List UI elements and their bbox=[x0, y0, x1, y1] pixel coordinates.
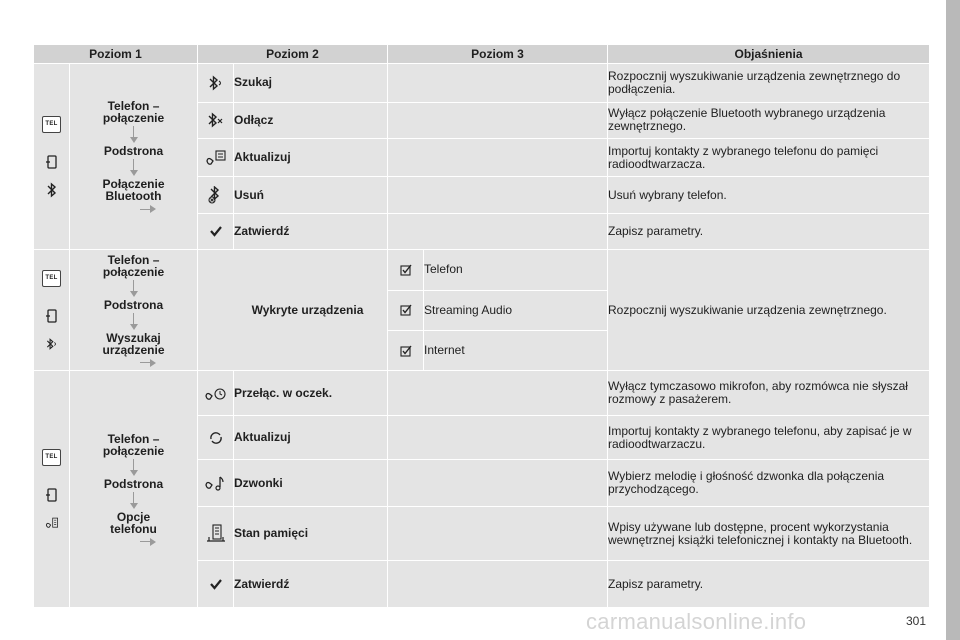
path-step-podstrona: Podstrona bbox=[103, 297, 164, 312]
level2-szukaj: Szukaj bbox=[234, 64, 388, 102]
header-explanations: Objaśnienia bbox=[608, 45, 930, 64]
path-step-podstrona: Podstrona bbox=[103, 144, 164, 159]
group2-level1-icons bbox=[34, 250, 70, 371]
desc-usun: Usuń wybrany telefon. bbox=[608, 177, 930, 213]
table-row bbox=[34, 64, 930, 102]
level2-wykryte: Wykryte urządzenia bbox=[198, 250, 388, 371]
header-level1: Poziom 1 bbox=[34, 45, 198, 64]
path-step-telefon: Telefon – połączenie bbox=[102, 431, 165, 458]
phone-hold-icon bbox=[198, 371, 234, 415]
group1-level1-path bbox=[70, 64, 198, 250]
page-number: 301 bbox=[906, 614, 927, 628]
desc-aktualizuj: Importuj kontakty z wybranego telefonu do pamięci radioodtwarzacza. bbox=[608, 138, 930, 176]
desc-stan-pamieci: Wpisy używane lub dostępne, procent wykorzystania wewnętrznej książki telefonicznej i kontakty na Bluetooth. bbox=[608, 506, 930, 561]
refresh-icon bbox=[198, 415, 234, 459]
tel-icon: TEL bbox=[42, 116, 60, 133]
level2-zatwierdz: Zatwierdź bbox=[234, 213, 388, 249]
level2-zatwierdz-2: Zatwierdź bbox=[234, 561, 388, 608]
level2-przelacz: Przełąc. w oczek. bbox=[234, 371, 388, 415]
header-level3: Poziom 3 bbox=[388, 45, 608, 64]
level2-aktualizuj-2: Aktualizuj bbox=[234, 415, 388, 459]
bluetooth-search-icon bbox=[45, 337, 59, 351]
arrow-down-icon bbox=[130, 470, 138, 476]
arrow-down-icon bbox=[130, 137, 138, 143]
ringtone-icon bbox=[198, 460, 234, 506]
phone-page-icon bbox=[45, 155, 59, 169]
path-step-bluetooth: Połączenie Bluetooth bbox=[102, 177, 165, 204]
watermark-text: carmanualsonline.info bbox=[586, 609, 807, 634]
arrow-right-icon bbox=[140, 205, 156, 213]
level2-odlacz: Odłącz bbox=[234, 102, 388, 138]
arrow-down-icon bbox=[130, 503, 138, 509]
phone-options-icon bbox=[45, 516, 59, 530]
table-row bbox=[34, 250, 930, 290]
tel-icon: TEL bbox=[42, 270, 60, 287]
header-row bbox=[34, 45, 930, 64]
level3-internet: Internet bbox=[424, 330, 608, 370]
path-step-telefon: Telefon – połączenie bbox=[102, 252, 165, 279]
bluetooth-search-icon bbox=[198, 64, 234, 102]
phone-page-icon bbox=[45, 309, 59, 323]
level3-streaming: Streaming Audio bbox=[424, 290, 608, 330]
bluetooth-disconnect-icon bbox=[198, 102, 234, 138]
checkbox-icon bbox=[388, 250, 424, 290]
arrow-right-icon bbox=[140, 359, 156, 367]
bluetooth-icon bbox=[45, 183, 59, 197]
path-step-podstrona: Podstrona bbox=[103, 476, 164, 491]
desc-szukaj: Rozpocznij wyszukiwanie urządzenia zewnętrznego do podłączenia. bbox=[608, 64, 930, 102]
desc-aktualizuj-2: Importuj kontakty z wybranego telefonu, aby zapisać je w radioodtwarzaczu. bbox=[608, 415, 930, 459]
checkmark-icon bbox=[198, 213, 234, 249]
group3-level1-icons bbox=[34, 371, 70, 608]
desc-dzwonki: Wybierz melodię i głośność dzwonka dla połączenia przychodzącego. bbox=[608, 460, 930, 506]
level2-aktualizuj: Aktualizuj bbox=[234, 138, 388, 176]
desc-zatwierdz-2: Zapisz parametry. bbox=[608, 561, 930, 608]
checkbox-icon bbox=[388, 330, 424, 370]
arrow-right-icon bbox=[140, 538, 156, 546]
arrow-down-icon bbox=[130, 170, 138, 176]
desc-zatwierdz: Zapisz parametry. bbox=[608, 213, 930, 249]
menu-table bbox=[33, 44, 930, 608]
checkmark-icon bbox=[198, 561, 234, 608]
path-step-opcje: Opcje telefonu bbox=[110, 509, 157, 536]
bluetooth-delete-icon bbox=[198, 177, 234, 213]
group3-level1-path bbox=[70, 371, 198, 608]
level2-dzwonki: Dzwonki bbox=[234, 460, 388, 506]
group1-level1-icons bbox=[34, 64, 70, 250]
desc-odlacz: Wyłącz połączenie Bluetooth wybranego urządzenia zewnętrznego. bbox=[608, 102, 930, 138]
path-step-wyszukaj: Wyszukaj urządzenie bbox=[102, 330, 165, 357]
desc-przelacz: Wyłącz tymczasowo mikrofon, aby rozmówca nie słyszał rozmowy z pasażerem. bbox=[608, 371, 930, 415]
arrow-down-icon bbox=[130, 324, 138, 330]
arrow-down-icon bbox=[130, 291, 138, 297]
right-edge-bar bbox=[946, 0, 960, 640]
group2-level1-path bbox=[70, 250, 198, 371]
checkbox-icon bbox=[388, 290, 424, 330]
header-level2: Poziom 2 bbox=[198, 45, 388, 64]
desc-wyszukaj: Rozpocznij wyszukiwanie urządzenia zewnętrznego. bbox=[608, 250, 930, 371]
memory-status-icon bbox=[198, 506, 234, 561]
contacts-update-icon bbox=[198, 138, 234, 176]
level2-stan-pamieci: Stan pamięci bbox=[234, 506, 388, 561]
level2-usun: Usuń bbox=[234, 177, 388, 213]
path-step-telefon: Telefon – połączenie bbox=[102, 99, 165, 126]
tel-icon: TEL bbox=[42, 449, 60, 466]
level3-telefon: Telefon bbox=[424, 250, 608, 290]
table-row bbox=[34, 371, 930, 415]
phone-page-icon bbox=[45, 488, 59, 502]
